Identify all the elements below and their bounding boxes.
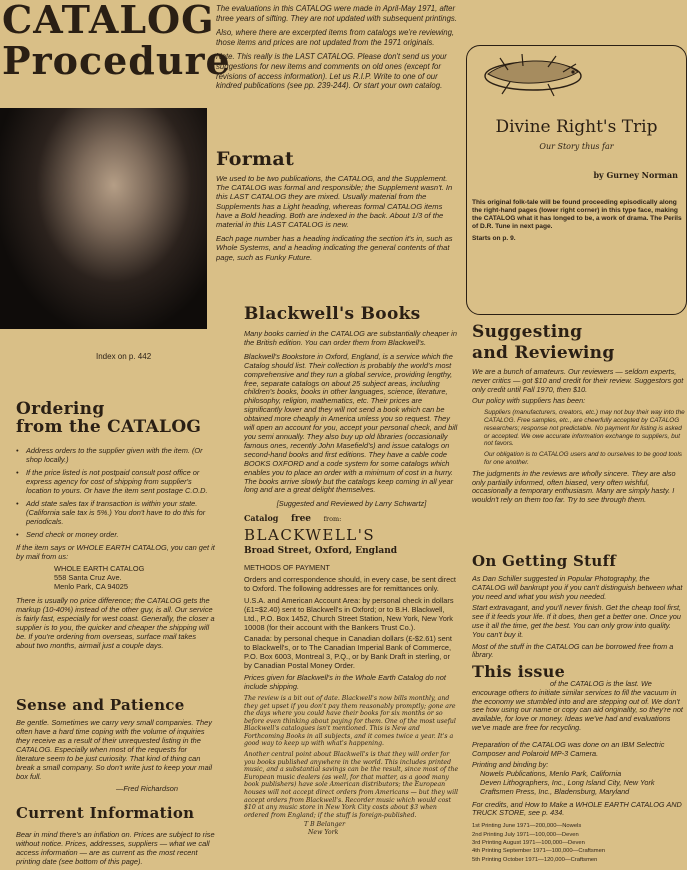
blackwell-text — [244, 330, 459, 870]
catalog-label: Catalog — [244, 513, 279, 524]
index-caption: Index on p. 442 — [96, 352, 152, 361]
sense-heading: Sense and Patience — [16, 696, 185, 714]
ordering-paragraph: There is usually no price difference; the CATALOG gets the markup (10-40%) instead of the other guy, is all. Our service is fairly fast, especially for west coast. Generally, the closer a supplier is to you, the quicker and cheaper the shipping will be. If you're ordering from overseas, surface mail takes about two months, airmail just a couple days. — [16, 596, 215, 650]
letter-paragraph: The review is a bit out of date. Blackwell's now bills monthly, and they get upset if you don't pay them reasonably promptly; gone are the days where you could have their books for six months or so before even thinking about paying for them. One of the most useful Blackwell's catalogues isn't mentioned. This is New and Forthcoming Books in all subjects, and it comes twice a year. It's a good way to keep up with what's happening. — [244, 694, 456, 748]
intro-text — [216, 4, 459, 152]
sense-signature: —Fred Richardson — [116, 784, 179, 793]
divine-paragraph: Starts on p. 9. — [472, 235, 516, 242]
catalog-title-line2: Procedure — [2, 38, 231, 83]
catalog-free-line — [244, 514, 459, 524]
issue-paragraph: Preparation of the CATALOG was done on an IBM Selectric Composer and Polaroid MP-3 Camera. — [472, 739, 665, 758]
ordering-address — [16, 564, 216, 591]
payment-paragraph: U.S.A. and American Account Area: by personal check in dollars (£1=$2.40) sent to Blackwell's in Oxford; or to B.H. Blackwell, Ltd., P.O. Box 1452, Church Street Station, New York, New York 10008 (for their account with the Bankers Trust Co.). — [244, 595, 454, 632]
issue-paragraph: Printing and binding by: — [472, 760, 549, 770]
intro-paragraph: The evaluations in this CATALOG were made in April-May 1971, after three years of sifting. They are not updated with subsequent printings. — [216, 4, 457, 23]
format-text — [216, 174, 459, 294]
blackwell-name: BLACKWELL'S — [244, 526, 376, 545]
getting-paragraph: Most of the stuff in the CATALOG can be borrowed free from a library. — [472, 641, 674, 660]
letter-paragraph: Another central point about Blackwell's is that they will order for you books published anywhere in the world. This includes printed music, and a substantial savings can be the result, since most of the European music dealers (as well, for that matter, as a good many book publishers) have sole American distributors; the European houses will not accept direct orders from Americans — but they will accept orders from Blackwell's. Recorder music which would cost $10 at any music store in New York City costs about $3 when ordered from England; if the stuff is foreign-published. — [244, 751, 459, 819]
catalog-free: free — [290, 514, 312, 525]
format-paragraph: We used to be two publications, the CATALOG, and the Supplement. The CATALOG was formal and responsible; the Supplement wasn't. In this LAST CATALOG they are mixed. Usually material from the Supplements has a Light heading, whereas formal CATALOG items have a Bold heading. Both are indexed in the back. About 1/3 of the material in this LAST CATALOG is new. — [216, 174, 453, 230]
printing-line: 1st Printing June 1971—200,000—Nowels — [472, 823, 582, 830]
address-line: 558 Santa Cruz Ave. — [54, 573, 122, 582]
suggesting-text — [472, 368, 685, 518]
ordering-paragraph: If the item says or WHOLE EARTH CATALOG, you can get it by mail from us: — [16, 543, 215, 561]
blackwell-street: Broad Street, Oxford, England — [244, 546, 398, 557]
ordering-bullet: • If the price listed is not postpaid consult post office or express agency for cost of shipping from supplier's location to yours. Or have the item sent postage C.O.D. — [16, 468, 216, 495]
catalog-from: from: — [323, 515, 342, 524]
policy-paragraph: Our obligation is to CATALOG users and to ourselves to be good tools for one another. — [484, 451, 682, 466]
letter-signature: T B Belanger — [304, 821, 346, 829]
ordering-bullet: • Add state sales tax if transaction is within your state. (California sale tax is 5%.) You don't have to do this for periodicals. — [16, 499, 216, 526]
printer-line: Craftsmen Press, Inc., Bladensburg, Maryland — [480, 786, 630, 796]
lizard-icon — [478, 52, 588, 100]
suggesting-title-line1: Suggesting — [472, 322, 583, 342]
suggesting-paragraph: We are a bunch of amateurs. Our reviewers — seldom experts, never critics — got $10 and credit for their review. Suggestors got only credit until Fall 1970, then $10. — [472, 368, 684, 394]
payment-paragraph: Orders and correspondence should, in every case, be sent direct to Oxford. The following addresses are for remittances only. — [244, 575, 456, 593]
getting-paragraph: Start extravagant, and you'll never finish. Get the cheap tool first, see if it feeds your life. If it does, then get a better one. Once you use it all the time, get the best. You can only grow into quality. You can't buy it. — [472, 603, 682, 639]
issue-paragraph: For credits, and How to Make a WHOLE EARTH CATALOG AND TRUCK STORE, see p. 434. — [472, 799, 682, 818]
letter — [244, 695, 459, 837]
payment-paragraph: Canada: by personal cheque in Canadian dollars (£-$2.61) sent to Blackwell's, or to The Canadian Imperial Bank of Commerce, P.O. Box 6003, Montreal 3, P.Q., or by Bank Draft in sterling, or by Canadian Postal Money Order. — [244, 634, 452, 671]
divine-text — [472, 199, 682, 269]
ordering-heading — [16, 401, 201, 437]
printing-line: 4th Printing September 1971—100,000—Craftsmen — [472, 848, 606, 855]
divine-author: by Gurney Norman — [593, 170, 678, 180]
ordering-bullet: • Send check or money order. — [16, 530, 216, 539]
suggesting-heading — [472, 322, 615, 364]
getting-heading: On Getting Stuff — [472, 552, 617, 570]
policy-paragraph: Suppliers (manufacturers, creators, etc.) may not buy their way into the CATALOG. Free samples, etc., are cheerfully accepted by CATALOG researchers; response not predictable. No payment for listing is asked or accepted. We owe accurate information exchange to suppliers, but not favors. — [484, 409, 685, 448]
suggesting-title-line2: and Reviewing — [472, 343, 615, 363]
issue-heading: This issue — [472, 662, 566, 681]
issue-paragraph: of the CATALOG is the last. We encourage others to initiate similar services to fill the vacuum in the economy we stumbled into and are stepping out of. We don't see how using our name or copy can aid originality, so they're not available, for love or money. Ideas we've had and evaluations we've made are free for recycling. — [472, 680, 683, 732]
sense-text — [16, 718, 216, 798]
printing-line: 5th Printing October 1971—120,000—Craftsmen — [472, 856, 598, 863]
suggesting-paragraph: Our policy with suppliers has been: — [472, 396, 586, 406]
format-paragraph: Each page number has a heading indicating the section it's in, such as Whole Systems, and a heading indicating the general contents of that page, such as Funky Future. — [216, 234, 453, 262]
ordering-text — [16, 446, 216, 676]
issue-text — [472, 680, 685, 870]
sense-paragraph: Be gentle. Sometimes we carry very small companies. They often have a hard time coping with the volume of inquiries they receive as a result of their unrequested listing in the CATALOG. Especially when most of the requests for literature seem to be just curiosity. That kind of thing can break a small company. So don't write just to keep your mail box full. — [16, 718, 212, 781]
printer-line: Nowels Publications, Menlo Park, California — [480, 769, 622, 779]
catalog-title — [2, 0, 231, 83]
printing-line: 2nd Printing July 1971—100,000—Deven — [472, 831, 579, 838]
printer-line: Deven Lithographers, Inc., Long Island City, New York — [480, 777, 655, 787]
divine-paragraph: This original folk-tale will be found proceeding episodically along the right-hand pages (lower right corner) in this type face, making the CATALOG what it has longed to be, a work of drama. The Perils of D.R. Tune in next page. — [472, 199, 682, 230]
ordering-bullet: • Address orders to the supplier given with the item. (Or shop locally.) — [16, 446, 216, 464]
suggesting-paragraph: The judgments in the reviews are wholly sincere. They are also only partially informed, often biased, very often wishful, occasionally a temporary enthusiasm. Many are simply hasty. I wouldn't rely on them too far. Try to see through them. — [472, 468, 676, 505]
getting-paragraph: As Dan Schiller suggested in Popular Photography, the CATALOG will bankrupt you if you can't distinguish between what you need and what you wish you needed. — [472, 575, 683, 601]
getting-text — [472, 575, 685, 667]
letter-signature: New York — [308, 829, 339, 836]
catalog-title-line1: CATALOG — [2, 0, 215, 42]
current-text — [16, 830, 216, 870]
printing-line: 3rd Printing August 1971—100,000—Deven — [472, 839, 585, 846]
blackwell-heading: Blackwell's Books — [244, 304, 421, 324]
cover-photo — [0, 108, 207, 329]
divine-subtitle: Our Story thus far — [539, 142, 614, 151]
ordering-title-line2: from the CATALOG — [16, 416, 202, 437]
intro-paragraph: Note. This really is the LAST CATALOG. Please don't send us your suggestions for new items and comments on old ones (except for revisions of access information). Let us R.I.P. Write to one of our kindred publications (see pp. 239-244). Or start your own catalog. — [216, 52, 447, 91]
blackwell-paragraph: Blackwell's Bookstore in Oxford, England, is a service which the Catalog should list. Their collection is probably the world's most comprehensive and they run a global service, providing lengthy, free, separate catalogs on about 25 subject areas, including children's books, books in other languages, science, literature, philosophy, religion, mathematics, etc. Their prices are significantly lower and they will not send a book which can be obtained more cheaply in America unless you so request. They will open an account for you, accept your personal check, and bill you semi annually. They also buy up old libraries (occasionally famous ones, recently John Masefield's) and issue catalogs on second-hand books and first editions. They have a cable code BOOKS OXFORD and a code system for some catalogs which enables you to place an order with a minimum of cost in a hurry. The books arrive slowly but the catalogs keep coming in all year long and are a great delight themselves. — [244, 351, 458, 495]
printers-list — [472, 770, 685, 796]
intro-paragraph: Also, where there are excerpted items from catalogs we're reviewing, those items and prices are not updated from the 1971 originals. — [216, 28, 455, 47]
blackwell-paragraph: Many books carried in the CATALOG are substantially cheaper in the British edition. You can order them from Blackwell's. — [244, 330, 457, 347]
current-heading: Current Information — [16, 804, 195, 822]
payment-paragraph: Prices given for Blackwell's in the Whole Earth Catalog do not include shipping. — [244, 673, 446, 691]
format-heading: Format — [216, 148, 295, 170]
printing-history — [472, 822, 685, 864]
payment-heading: METHODS OF PAYMENT — [244, 563, 330, 573]
current-paragraph: Bear in mind there's an inflation on. Prices are subject to rise without notice. Prices, addresses, suppliers — what we call access information — are as current as the most recent printing date (see bottom of this page). — [16, 830, 215, 866]
blackwell-credit: [Suggested and Reviewed by Larry Schwartz] — [276, 499, 427, 509]
ordering-title-line1: Ordering — [16, 399, 105, 419]
address-line: Menlo Park, CA 94025 — [54, 582, 128, 591]
payment-section — [244, 564, 459, 692]
address-line: WHOLE EARTH CATALOG — [54, 564, 145, 573]
policy-quote — [472, 409, 685, 467]
divine-title: Divine Right's Trip — [495, 117, 658, 137]
